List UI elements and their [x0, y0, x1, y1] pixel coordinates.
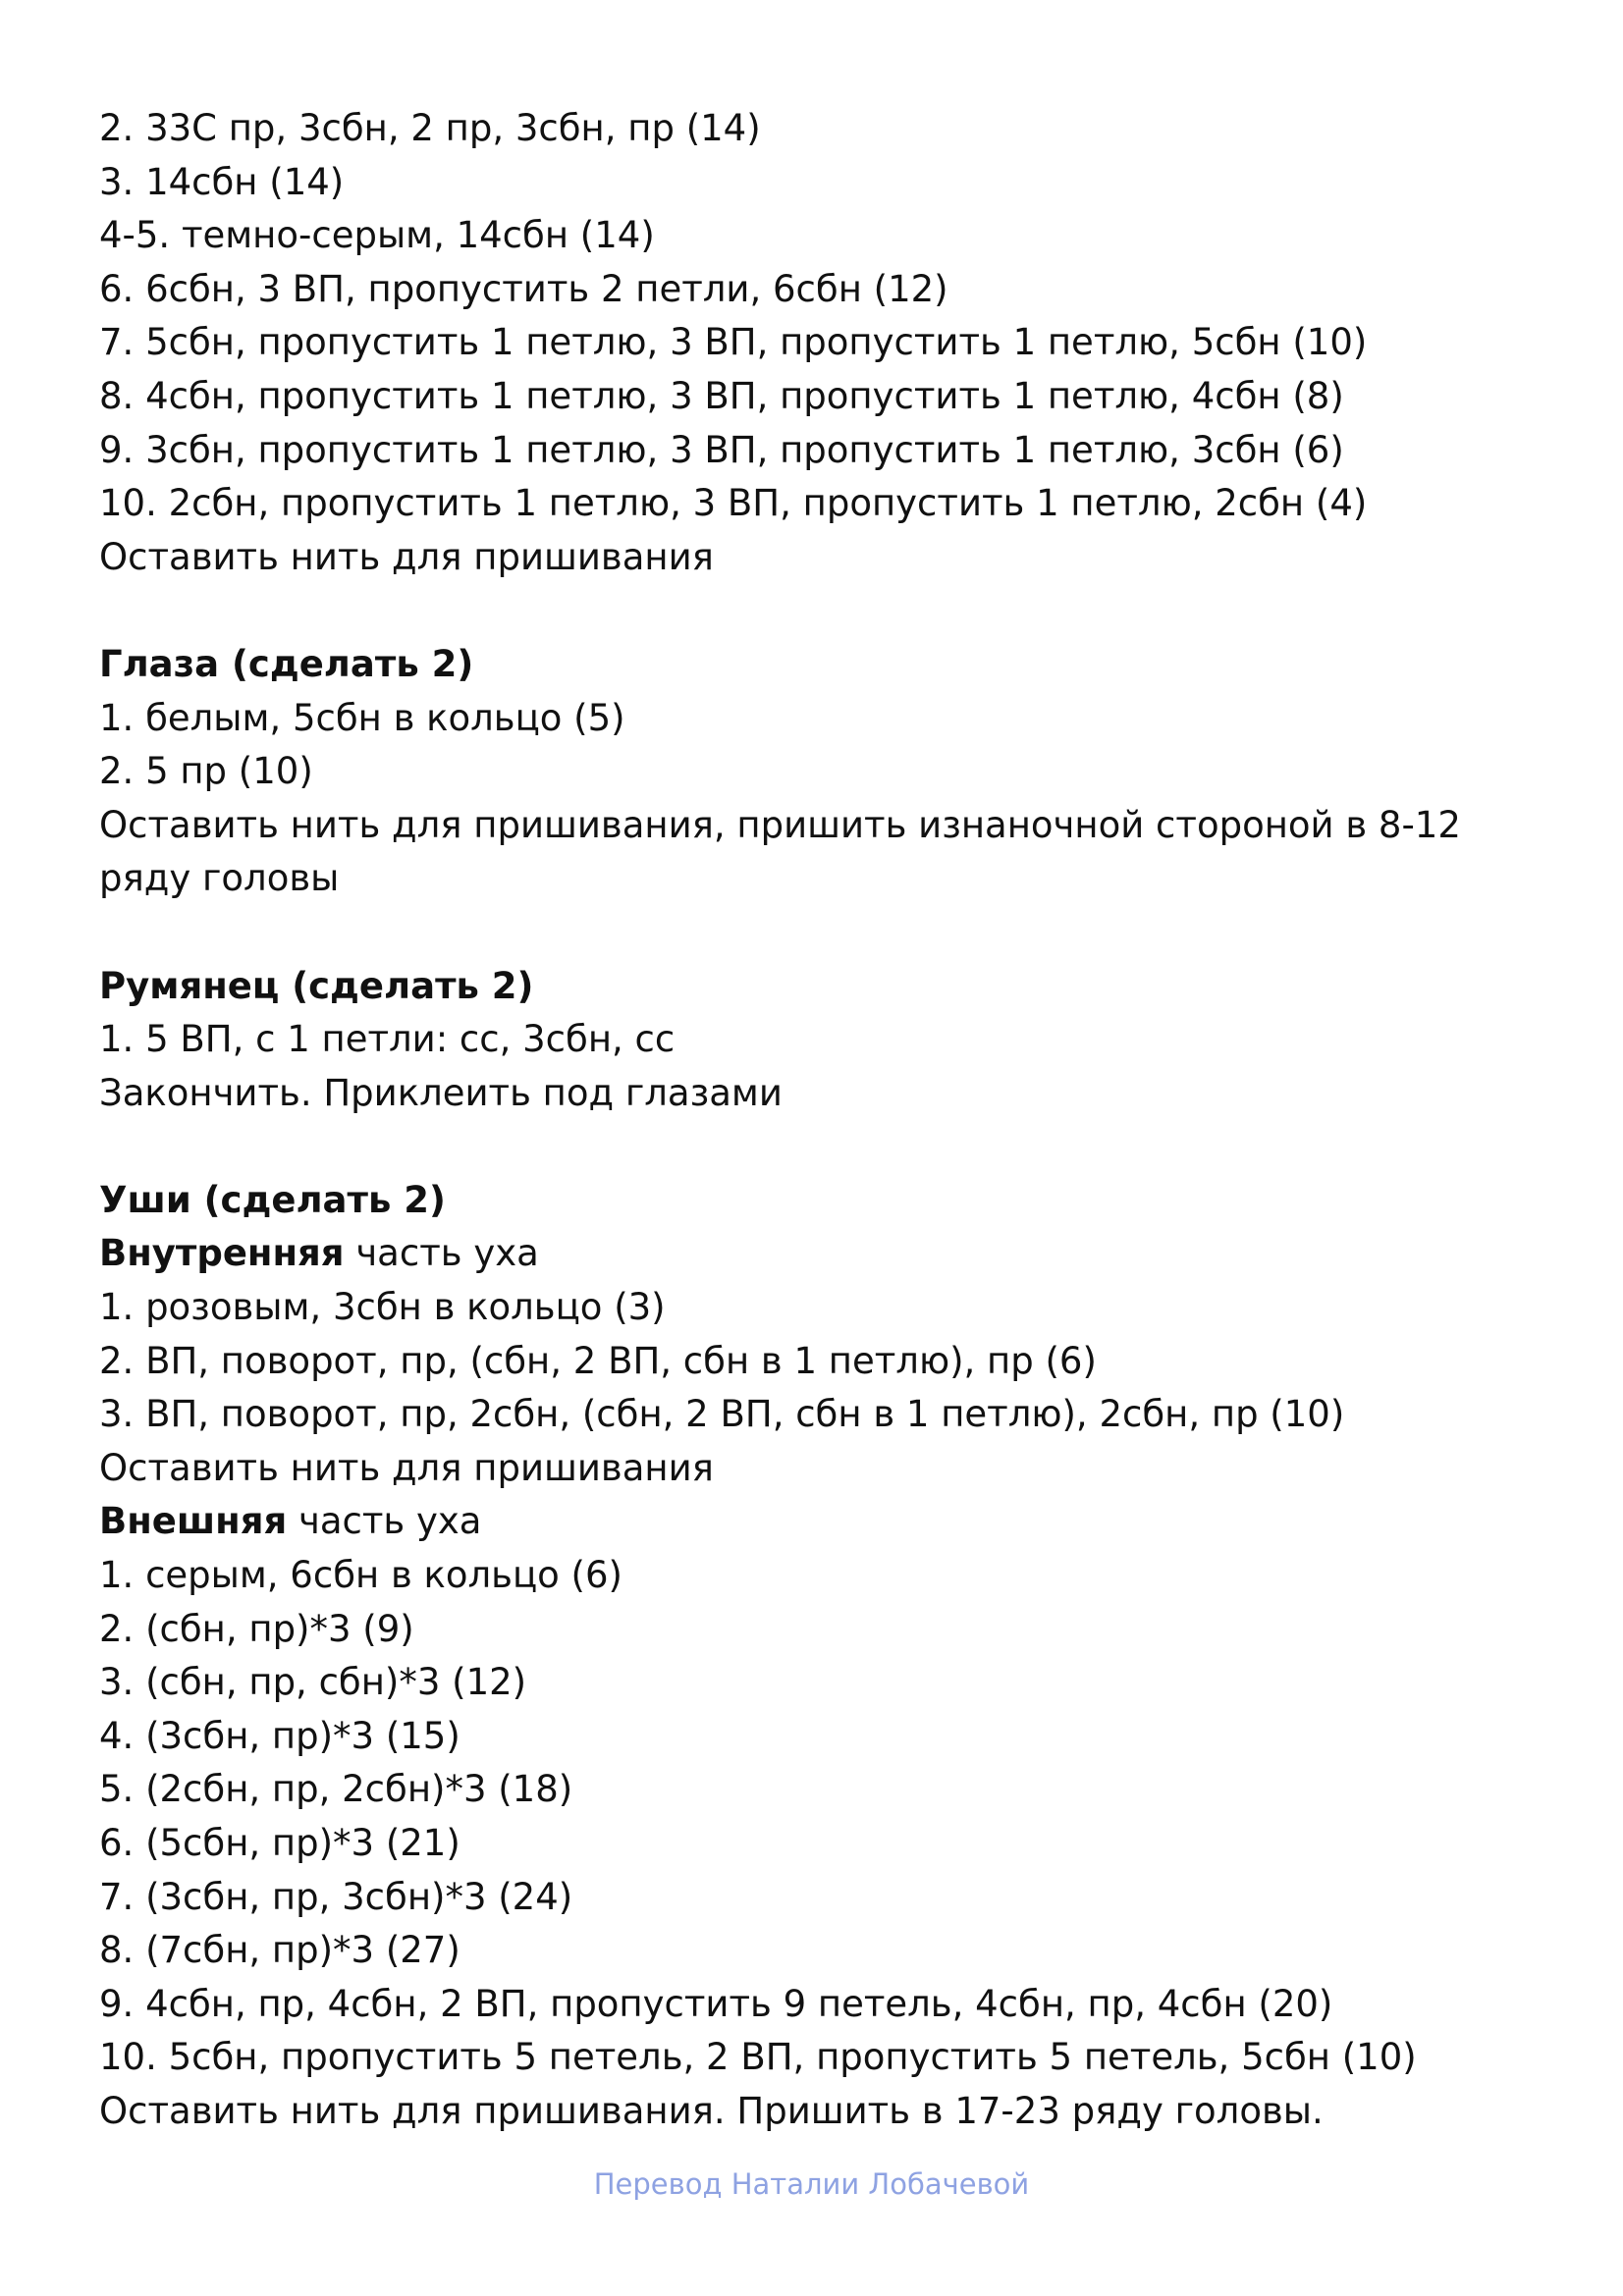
instruction-line: 9. 3сбн, пропустить 1 петлю, 3 ВП, пропустить 1 петлю, 3сбн (6) — [99, 428, 1344, 471]
instruction-line: 7. (3сбн, пр, 3сбн)*3 (24) — [99, 1875, 573, 1918]
instruction-line: 4-5. темно-серым, 14сбн (14) — [99, 214, 655, 257]
instruction-line: 3. (сбн, пр, сбн)*3 (12) — [99, 1661, 527, 1704]
outer-ear-label-bold: Внешняя — [99, 1500, 288, 1543]
instruction-line: 2. 5 пр (10) — [99, 750, 313, 793]
document-page — [99, 102, 1533, 2139]
blush-section — [99, 960, 1533, 1121]
instruction-line: 5. (2сбн, пр, 2сбн)*3 (18) — [99, 1768, 573, 1811]
inner-ear-label-bold: Внутренняя — [99, 1232, 345, 1275]
instruction-line: 4. (3сбн, пр)*3 (15) — [99, 1714, 460, 1757]
instruction-line: 9. 4сбн, пр, 4сбн, 2 ВП, пропустить 9 петель, 4сбн, пр, 4сбн (20) — [99, 1982, 1333, 2025]
instruction-line: 7. 5сбн, пропустить 1 петлю, 3 ВП, пропустить 1 петлю, 5сбн (10) — [99, 321, 1368, 364]
outer-ear-subheading — [99, 1495, 1533, 1549]
instruction-line: 10. 5сбн, пропустить 5 петель, 2 ВП, пропустить 5 петель, 5сбн (10) — [99, 2036, 1417, 2079]
instruction-line: Оставить нить для пришивания. Пришить в 17-23 ряду головы. — [99, 2089, 1324, 2132]
instruction-line: 1. 5 ВП, с 1 петли: сс, 3сбн, сс — [99, 1018, 676, 1061]
instruction-line: Оставить нить для пришивания — [99, 1446, 714, 1489]
translator-footer: Перевод Наталии Лобачевой — [593, 2167, 1030, 2201]
instruction-line: Закончить. Приклеить под глазами — [99, 1071, 783, 1114]
instruction-line: 8. (7сбн, пр)*3 (27) — [99, 1929, 460, 1972]
inner-ear-subheading — [99, 1227, 1533, 1281]
inner-ear-label-rest: часть уха — [344, 1232, 539, 1275]
instruction-line: 1. розовым, 3сбн в кольцо (3) — [99, 1286, 666, 1329]
instruction-line: Оставить нить для пришивания — [99, 535, 714, 578]
instruction-line: Оставить нить для пришивания, пришить изнаночной стороной в 8-12 ряду головы — [99, 803, 1461, 900]
instruction-line: 2. (сбн, пр)*3 (9) — [99, 1607, 414, 1650]
blush-heading: Румянец (сделать 2) — [99, 964, 534, 1007]
section-gap — [99, 584, 1533, 638]
instruction-line: 6. 6сбн, 3 ВП, пропустить 2 петли, 6сбн (12) — [99, 267, 948, 310]
instruction-line: 2. 33С пр, 3сбн, 2 пр, 3сбн, пр (14) — [99, 107, 761, 149]
instruction-line: 1. серым, 6сбн в кольцо (6) — [99, 1554, 622, 1597]
instruction-line: 6. (5сбн, пр)*3 (21) — [99, 1822, 460, 1864]
instruction-line: 8. 4сбн, пропустить 1 петлю, 3 ВП, пропустить 1 петлю, 4сбн (8) — [99, 374, 1344, 417]
instruction-line: 3. ВП, поворот, пр, 2сбн, (сбн, 2 ВП, сбн в 1 петлю), 2сбн, пр (10) — [99, 1393, 1345, 1436]
section-gap — [99, 906, 1533, 960]
instruction-line: 1. белым, 5сбн в кольцо (5) — [99, 696, 625, 739]
instruction-line: 10. 2сбн, пропустить 1 петлю, 3 ВП, пропустить 1 петлю, 2сбн (4) — [99, 482, 1368, 525]
instruction-line: 2. ВП, поворот, пр, (сбн, 2 ВП, сбн в 1 петлю), пр (6) — [99, 1339, 1097, 1382]
eyes-heading: Глаза (сделать 2) — [99, 642, 474, 685]
section-gap — [99, 1120, 1533, 1174]
ears-section — [99, 1174, 1533, 2139]
outer-ear-label-rest: часть уха — [287, 1500, 482, 1543]
instruction-line: 3. 14сбн (14) — [99, 160, 345, 203]
ears-heading: Уши (сделать 2) — [99, 1178, 446, 1221]
eyes-section — [99, 638, 1533, 906]
head-instructions — [99, 102, 1533, 584]
